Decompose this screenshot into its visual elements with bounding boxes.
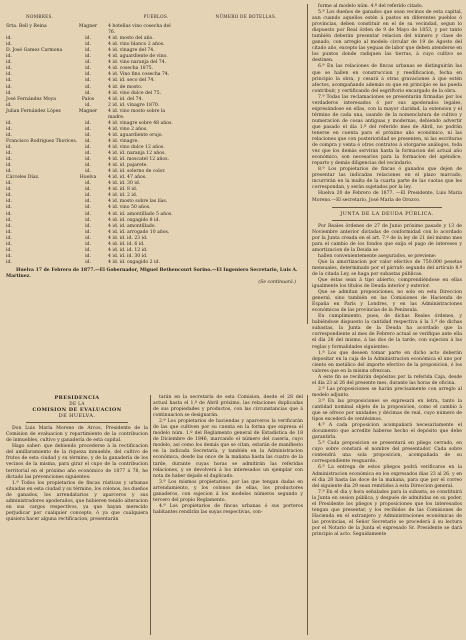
cell-town: id. bbox=[85, 54, 91, 60]
cell-count: 4 id. mosto del año. bbox=[108, 36, 154, 42]
cell-name: id. bbox=[6, 36, 12, 42]
paragraph: A este fin se recibirán depósitos por la referida Caja, desde el dia 23 al 26 del presente mes, durante las horas de oficina. bbox=[312, 374, 462, 386]
cell-town: id. bbox=[85, 259, 91, 265]
paragraph: 6.ª La entrega de estos pliegos podrá verificarse en la Administracion económica en los expresados dias 23 al 26, y en el dia 28 hasta las doce de la mañana, para que por el correo del siguiente dia 29 sean remitidos á esta Direccion general. bbox=[312, 465, 462, 489]
paragraph: Que se admitan proposiciones, no solo en esta Direccion general, sino también en las Comisiones de Hacienda de España en París y Londres, y en las Administraciones económicas de las provincias de la Península. bbox=[312, 290, 462, 314]
cell-name: id. bbox=[6, 229, 12, 235]
paragraph: 5.ª Cada proposicion se presentará en pliego cerrado, en cuyo sobre constará el nombre del presentador. Cada sobre contendrá una sola proposicion, acompañada de su correspondiente resguardo. bbox=[312, 441, 462, 465]
cell-name: id. bbox=[6, 102, 12, 108]
cell-count: 4 id. id. pajarete. bbox=[108, 163, 148, 169]
paragraph: tarán en la secretaría de esta Comision, desde el 28 del actual hasta el 1.º de Abril próximo, las relaciones duplicadas de sus propiedades y productos, con las circunstancias que á continuacion se designarán. bbox=[153, 395, 303, 419]
cell-count: 4 botellas vino cosecha del bbox=[108, 24, 171, 30]
cell-count: 4 id. vino dulce 12 años. bbox=[108, 144, 165, 150]
cell-name: José Fernández Moya bbox=[6, 96, 56, 102]
paragraph: 1.ª Todos los propietarios de fincas rústicas y urbanas situadas en esta ciudad y su término, los colonos, los dueños de ganados, los arrendatarios y aparceros y sus administradores apoderados, que hubieren tenido alteracion en sus cargos respectivos, ya que hayan merecido perjudicar por cualquier concepto, ó ya que cualquiera quisiera hacer alguna rectificacion, presentarán bbox=[6, 480, 148, 522]
cell-name: id. bbox=[6, 144, 12, 150]
cell-count: 4 id. id. 2 id. bbox=[108, 193, 138, 199]
cell-name: id. bbox=[6, 169, 12, 175]
paragraph: Por Reales órdenes de 27 de Junio próximo pasado y 13 de Noviembre anterior dictadas de conformidad con lo acordado por la Junta creada en el art. 7.º de la ley de 21 del mismo mes para el cambio de los fondos que exija el pago de intereses y amortizacion de la Deuda se bbox=[312, 223, 462, 253]
cell-name: id. bbox=[6, 54, 12, 60]
cell-name: id. bbox=[6, 66, 12, 72]
article-title-3: COMISION DE EVALUACION bbox=[32, 407, 122, 414]
cell-town: id. bbox=[85, 36, 91, 42]
table-header bbox=[6, 14, 306, 20]
cell-town: id. bbox=[85, 132, 91, 138]
paragraph: 1.ª Los que deseen tomar parte en dicho acto deberán depositar en la caja de la Administracion económica el uno por ciento en metálico del importe efectivo de la proposicion, ó los valores que en la misma ofrezcan. bbox=[312, 350, 462, 374]
cell-town: id. bbox=[85, 229, 91, 235]
cell-name: id. bbox=[6, 259, 12, 265]
cell-name: id. bbox=[6, 42, 12, 48]
cell-count: 4 id. vino naranja del 74. bbox=[108, 60, 167, 66]
column-rule bbox=[307, 395, 308, 635]
cell-town: Huelva bbox=[79, 175, 97, 181]
cell-name: id. bbox=[6, 205, 12, 211]
divider bbox=[332, 207, 442, 208]
paragraph: Que éstas sean á tipo abierto, comprendiéndose en ellas igualmente los títulos de Deuda interior y exterior. bbox=[312, 278, 462, 290]
cell-name: id. bbox=[6, 72, 12, 78]
paragraph: 8.ª Los propietarios de fincas ó ganados que dejen de presentar las indicadas relaciones en el plazo marcado, incurrirán en la multa de la cuarta parte de las cuotas que les correspondan, y serán sujetados por la ley. bbox=[312, 167, 462, 191]
right-column bbox=[312, 4, 462, 636]
cell-name: id. bbox=[6, 120, 12, 126]
cell-count: 4 id. id. id. 12 id. bbox=[108, 247, 148, 253]
cell-town: id. bbox=[85, 144, 91, 150]
cell-count: 4 id. vino dulce del 75. bbox=[108, 90, 161, 96]
paragraph: 3.ª En las proposiciones se expresará en letra, tanto la cantidad nominal objeto de la proposicion, como el cambio á que se ofrece por unidades y décimas de real, cuyo número de tipos excederá de centésimos. bbox=[312, 398, 462, 423]
table-signature: Huelva 17 de Febrero de 1877.—El Gobernador, Miguel Bethencourt Sorino.—El Ingeniero Secretario, Luis A. Martinez. bbox=[6, 267, 298, 279]
cell-count: 4 id. id. id. 30 id. bbox=[108, 253, 148, 259]
section-title: JUNTA DE LA DEUDA PÚBLICA. bbox=[340, 210, 434, 217]
cell-town: id. bbox=[85, 120, 91, 126]
paragraph: 2.ª Los propietarios de haciendas y aparceros la verificarán de las que cultiven por su cuenta en la forma que expresa el modelo núm. 1.º del Reglamento general de Estadística de 18 de Diciembre de 1846, marcando el número del casería, cuyo modelo, así como los demás que se citan, estarán de manifiesto en la indicada Secretaría, y también en la Administracion económica, desde las once de la mañana hasta las cuatro de la tarde, durante cuyas horas se admitirán las referidas relaciones, y se devolverá á los interesados un ejemplar con nota de haber dejado el duplicado. bbox=[153, 419, 303, 479]
table-row bbox=[6, 260, 306, 266]
cell-name: D. José Gamez Carmona bbox=[6, 48, 63, 54]
cell-town: id. bbox=[85, 90, 91, 96]
paragraph: 2.ª Las proposiciones se harán precisamente con arreglo al modelo adjunto. bbox=[312, 386, 462, 398]
cell-town: id. bbox=[85, 78, 91, 84]
paragraph: 4.ª A cada proposicion acompañará necesariamente el documento que acredite haberse hecho el depósito que debe garantirla. bbox=[312, 423, 462, 441]
cell-name: id. bbox=[6, 187, 12, 193]
cell-count: 4 id. id. naranja 12 años. bbox=[108, 151, 166, 157]
cell-town: id. bbox=[85, 211, 91, 217]
paragraph: 7.ª En el dia y hora señalados para la subasta, se constituirá la Junta en sesion pública, y después de admitidas en su poder, el Presidente los pliegos y proposiciones que los interesados tengan que presentar, y los recibidos de las Comisiones de Hacienda en el extranjero y Administraciones económicas de las provincias, el Señor Secretario se procederá á su lectura por el Notario de la Junta el expresado Sr. Presidente se dará principio al acto. Seguidamente bbox=[312, 489, 462, 537]
cell-name: id. bbox=[6, 247, 12, 253]
paragraph: hallen convenientemente asegurados, se previene: bbox=[318, 253, 437, 259]
cell-count: 2 id. id. vinagre 1870. bbox=[108, 102, 160, 108]
cell-count: 4 id. id. oxgagido 8 id. bbox=[108, 217, 160, 223]
cell-town: id. bbox=[85, 247, 91, 253]
cell-count: 4 id. vinagre. bbox=[108, 138, 139, 144]
paragraph: 7.ª Todas las reclamaciones se presentarán firmadas por los verdaderos interesados ó por sus apoderados legales, expresándose en ellas, con la mayor claridad, la extension y el término de cada una, usando de la nomenclatura de cultivo y numeracion de cosas antiguas y modernas, debiendo advertir que pasado el dia 1.º del referido mes de Abril, no podrán tenerse en cuenta para el próximo año económico, ni las relaciones que con posterioridad se presenten, ni las escrituras de compra y venta ó otros contratos á otorgarse análogos, toda vez que los demás serviran hasta la formacion del actual año económico, son necesarios para la formacion del apéndice, reparto y demás diligencias del vecindario. bbox=[312, 94, 462, 167]
cell-name: id. bbox=[6, 78, 12, 84]
cell-count: 4 id. vinagre sobre 48 años. bbox=[108, 120, 173, 126]
cell-count: 4 id. Vino fino cosecha 74. bbox=[108, 72, 170, 78]
paragraph: En cumplimiento, pues, de dichas Reales órdenes, y habiéndose dispuesto la cantidad respectiva á la 1.ª de dichas subastas, la Junta de la Deuda ha acordado que la correspondiente al mes de Febrero actual se verifique ante ella el día 28 del mismo, á las dos de la tarde, con sujecion á las reglas y formalidades siguientes: bbox=[312, 314, 462, 350]
cell-town: id. bbox=[85, 187, 91, 193]
cell-count: 4 id. id. id. 23 id. bbox=[108, 235, 148, 241]
cell-town: Palos bbox=[81, 96, 95, 102]
cell-town: Magner bbox=[78, 24, 98, 30]
cell-count: 4 id. vinagre del 74. bbox=[108, 48, 155, 54]
bottle-table bbox=[6, 4, 306, 286]
cell-town: id. bbox=[85, 72, 91, 78]
cell-count: 4 id. aguardiente de vino. bbox=[108, 54, 168, 60]
cell-town: id. bbox=[85, 102, 91, 108]
paragraph: 6.ª En las relaciones de fincas urbanas se distinguirán las que se hallen en construccion y reedificacion, fecha en principio la obra, y cesará á otras gravaciones á que estén afectos, acompañando además su que en principio se las pueda contribuir, y certificando del esgriftorio encargado de la obra. bbox=[312, 64, 462, 94]
cell-town: id. bbox=[85, 235, 91, 241]
cell-count: 4 id. vino blanco 2 años. bbox=[108, 42, 165, 48]
left-article bbox=[6, 395, 148, 523]
continued-note: (Se continuará.) bbox=[258, 280, 296, 286]
cell-town: id. bbox=[85, 84, 91, 90]
article-title-1: PRESIDENCIA bbox=[54, 395, 100, 401]
cell-count: 4 id. de mosto. bbox=[108, 84, 143, 90]
cell-count: 4 id. mosto sobre las lías. bbox=[108, 199, 168, 205]
cell-town: id. bbox=[85, 48, 91, 54]
cell-town: id. bbox=[85, 66, 91, 72]
cell-name: Francisco Rodriguez Thorices. bbox=[6, 138, 78, 144]
paragraph: Huelva 20 de Febrero de 1877. —El Presidente, Luis María Moreno.—El secretario, José María de Orozco. bbox=[312, 191, 462, 203]
cell-name: id. bbox=[6, 235, 12, 241]
cell-town: id. bbox=[85, 157, 91, 163]
cell-town: id. bbox=[85, 253, 91, 259]
cell-name: id. bbox=[6, 132, 12, 138]
column-rule bbox=[307, 4, 308, 324]
cell-count: 76. bbox=[108, 30, 116, 36]
cell-town: id. bbox=[85, 163, 91, 169]
cell-name: id. bbox=[6, 157, 12, 163]
cell-name: Srta. Bell y Reina bbox=[6, 24, 47, 30]
cell-town: id. bbox=[85, 169, 91, 175]
cell-town: id. bbox=[85, 181, 91, 187]
cell-name: id. bbox=[6, 90, 12, 96]
cell-town: id. bbox=[85, 217, 91, 223]
paragraph: Que la amortizacion por valor efectivo de 750.000 pesetas mensuales, determinado por el párrafo segundo del artículo 8.º de la citada Ley, se haga por subastas públicas. bbox=[312, 259, 462, 277]
cell-count: 4 id. vino mosto sobre la bbox=[108, 108, 166, 114]
cell-count: 4 id. id. seco del 74. bbox=[108, 78, 155, 84]
cell-name: id. bbox=[6, 217, 12, 223]
cell-name: Julian Fernández López bbox=[6, 108, 61, 114]
cell-count: 4 id. id. arrogado 10 años. bbox=[108, 229, 170, 235]
divider bbox=[26, 422, 128, 423]
header-bottles: NÚMERO DE BOTELLAS. bbox=[215, 14, 277, 19]
header-names: NOMBRES. bbox=[26, 14, 54, 19]
cell-name: id. bbox=[6, 253, 12, 259]
cell-count: 4 id. id. del 74. bbox=[108, 96, 143, 102]
cell-name: id. bbox=[6, 241, 12, 247]
cell-town: id. bbox=[85, 138, 91, 144]
cell-name: id. bbox=[6, 60, 12, 66]
cell-count: 4 id. id. solerno de color. bbox=[108, 169, 166, 175]
cell-town: id. bbox=[85, 126, 91, 132]
cell-town: id. bbox=[85, 223, 91, 229]
cell-town: id. bbox=[85, 42, 91, 48]
cell-town: id. bbox=[85, 241, 91, 247]
paragraph: 4.ª Los propietarios de fincas urbanas ó sus porteros habitantes rendirán las suyas respectivas, con- bbox=[153, 503, 303, 515]
middle-article bbox=[153, 395, 303, 516]
cell-town: id. bbox=[85, 199, 91, 205]
column-rule bbox=[150, 395, 151, 635]
cell-name: id. bbox=[6, 163, 12, 169]
cell-name: Cárceles Díaz. bbox=[6, 175, 40, 181]
cell-town: id. bbox=[85, 60, 91, 66]
article-title-4: DE HUELVA. bbox=[58, 413, 96, 420]
divider bbox=[332, 220, 442, 221]
paragraph: Hago saber: que debiendo procederse á la rectificacion del amillaramiento de la riqueza inmueble, del cultivo de frutos de esta ciudad y su término, y de la ganadería de los vecinos de la misma, para girar el cupo de la contribucion territorial en el próximo año económico de 1877 á 78, he dictado las prevenciones siguientes: bbox=[6, 444, 148, 480]
cell-count: 4 id. cosecha 1875. bbox=[108, 66, 154, 72]
cell-name: id. bbox=[6, 181, 12, 187]
cell-count: 4 id. id. amontillado 5 años. bbox=[108, 211, 173, 217]
cell-count: 4 id. id. id. 6 id. bbox=[108, 241, 145, 247]
cell-name: id. bbox=[6, 193, 12, 199]
cell-count: 4 id. vino 2 años. bbox=[108, 126, 148, 132]
header-towns: PUEBLOS. bbox=[143, 14, 169, 19]
cell-name: id. bbox=[6, 199, 12, 205]
cell-count: 4 id. id. 30 id. bbox=[108, 181, 141, 187]
cell-name: id. bbox=[6, 84, 12, 90]
table-body bbox=[6, 24, 306, 266]
cell-name: id. bbox=[6, 223, 12, 229]
cell-name: id. bbox=[6, 151, 12, 157]
cell-count: madre. bbox=[108, 114, 125, 120]
cell-town: id. bbox=[85, 193, 91, 199]
cell-count: 4 id. id. amontillado. bbox=[108, 223, 156, 229]
cell-name: id. bbox=[6, 126, 12, 132]
cell-town: id. bbox=[85, 151, 91, 157]
cell-count: 4 id. aguardiente orujo. bbox=[108, 132, 163, 138]
cell-town: id. bbox=[85, 205, 91, 211]
cell-count: 4 id. id. 8 id. bbox=[108, 187, 138, 193]
paragraph: Don Luis María Moreno de Arcos, Presidente de la Comision de evaluacion y repartimiento de la contribucion de inmuebles, cultivo y ganadería de esta capital. bbox=[6, 426, 148, 444]
cell-count: 4 id. id. moscatel 12 años. bbox=[108, 157, 169, 163]
cell-count: 4 id. id. 47 años. bbox=[108, 175, 147, 181]
paragraph: 3.ª Los mismos propietarios, por las que tengan dadas en arrendamiento, y los colonos de ellas, los productores ganaderos, con sujecion á los modelos números segundo y tercero del propio Reglamento. bbox=[153, 479, 303, 503]
paragraph: 5.ª Los dueños de ganados que sean vecinos de esta capital, aun cuando aquellos estén á pastos en diferentes pueblos ó provincias, deben constituir en el de su vecindad, segun lo dispuesto por Real órden de 9 de Mayo de 1853, y por tanto también deberán presentar relacion del número y clase de ganado, con arreglo al modelo circular de 19 de Agosto del citado año, excepto las yeguas de labor que deben atenderse en los puntos donde radiquen las tierras, á cuyo cultivo se destinen. bbox=[312, 10, 462, 64]
cell-town: Magner bbox=[78, 108, 98, 114]
cell-count: 4 id. vino 50 años. bbox=[108, 205, 151, 211]
article-title-2: DE LA bbox=[69, 401, 85, 407]
cell-count: 4 id. id. oxgagido 2 id. bbox=[108, 259, 160, 265]
cell-name: id. bbox=[6, 211, 12, 217]
paragraph: forme al modelo núm. 4.º del referido citado. bbox=[318, 4, 424, 9]
